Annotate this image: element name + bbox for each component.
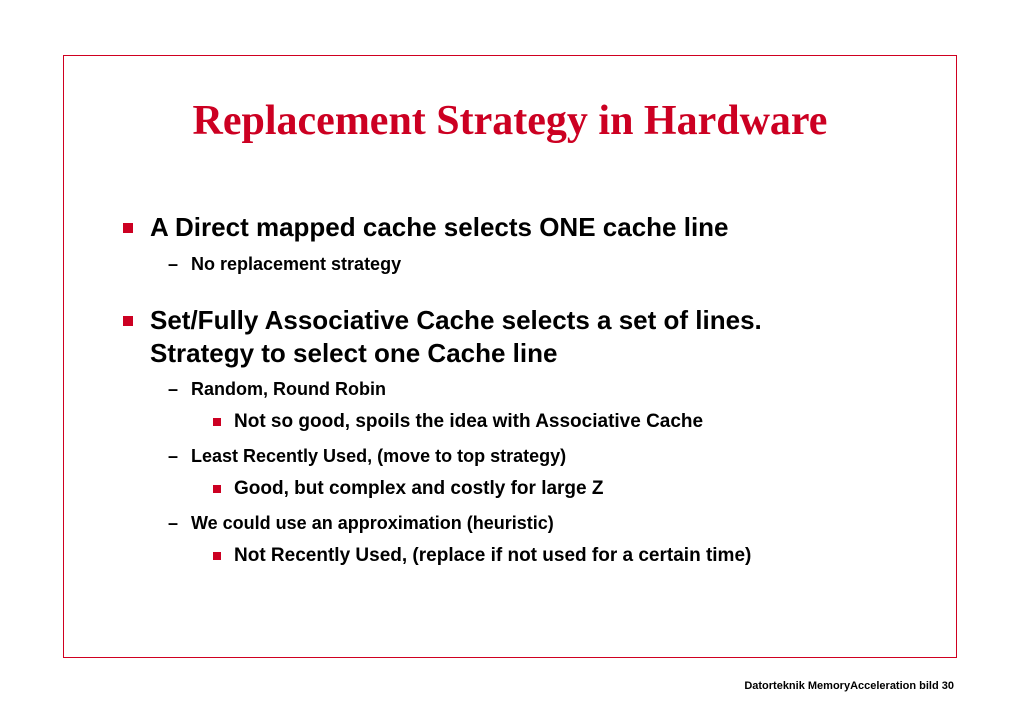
sub-bullet-text: Random, Round Robin xyxy=(191,379,386,399)
sub-sub-bullet-text: Not Recently Used, (replace if not used for a certain time) xyxy=(234,545,752,566)
square-bullet-icon xyxy=(123,223,133,233)
bullet-text-continuation: Strategy to select one Cache line xyxy=(150,338,558,368)
square-bullet-icon xyxy=(213,552,221,560)
sub-sub-bullet-text: Not so good, spoils the idea with Associative Cache xyxy=(234,411,704,432)
sub-bullet-text: No replacement strategy xyxy=(191,254,402,274)
square-bullet-icon xyxy=(213,485,221,493)
sub-sub-bullet-text: Good, but complex and costly for large Z xyxy=(234,478,604,499)
sub-bullet-text: Least Recently Used, (move to top strategy) xyxy=(191,446,567,466)
dash-bullet-icon: – xyxy=(168,379,179,399)
bullet-text: Set/Fully Associative Cache selects a set of lines. xyxy=(150,305,762,335)
square-bullet-icon xyxy=(213,418,221,426)
slide-title: Replacement Strategy in Hardware xyxy=(192,98,828,144)
slide-footer: Datorteknik MemoryAcceleration bild 30 xyxy=(744,680,954,692)
bullet-text: A Direct mapped cache selects ONE cache line xyxy=(150,212,729,242)
dash-bullet-icon: – xyxy=(168,446,179,466)
sub-bullet-text: We could use an approximation (heuristic) xyxy=(191,513,554,533)
dash-bullet-icon: – xyxy=(168,254,179,274)
dash-bullet-icon: – xyxy=(168,513,179,533)
square-bullet-icon xyxy=(123,316,133,326)
